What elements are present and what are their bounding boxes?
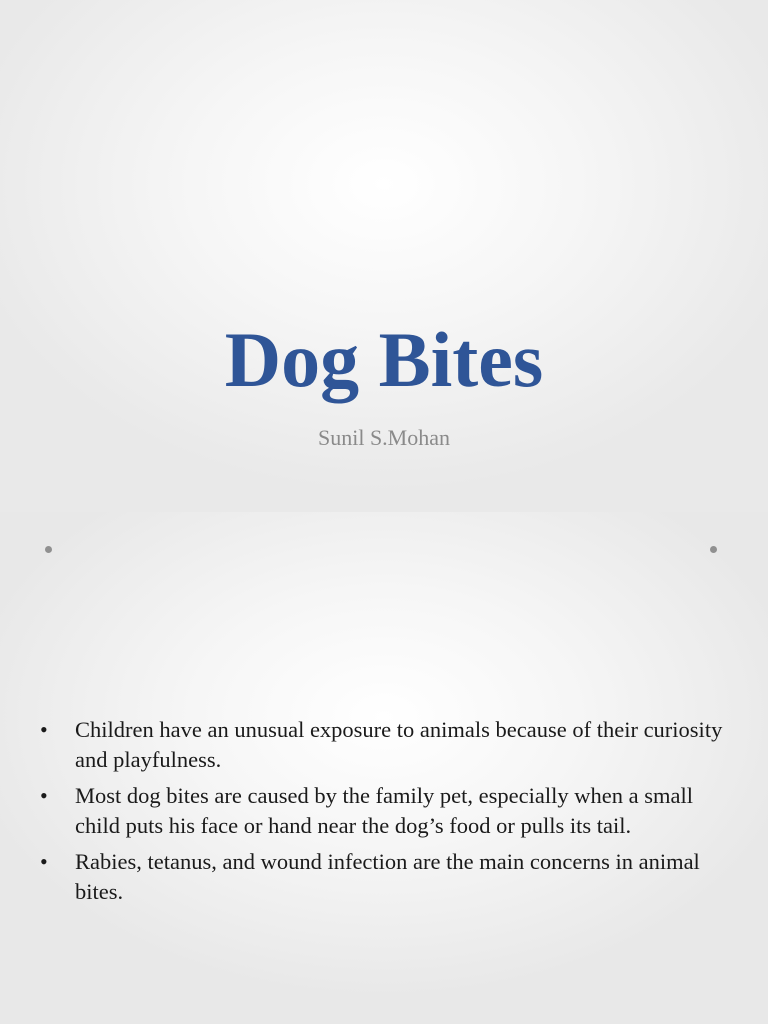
bullet-text: Rabies, tetanus, and wound infection are the main concerns in animal bites.: [75, 849, 700, 904]
bullet-dot-left-icon: [45, 546, 52, 553]
bullet-text: Children have an unusual exposure to animals because of their curiosity and playfulness.: [75, 717, 723, 772]
slide-subtitle: Sunil S.Mohan: [317, 425, 451, 450]
bullet-dot-right-icon: [710, 546, 717, 553]
bullet-list: [40, 715, 730, 913]
content-slide: [0, 512, 768, 1024]
list-item: [40, 847, 730, 907]
bullet-text: Most dog bites are caused by the family pet, especially when a small child puts his face or hand near the dog’s food or pulls its tail.: [75, 783, 693, 838]
bullet-icon: •: [40, 783, 48, 808]
list-item: [40, 781, 730, 841]
bullet-icon: •: [40, 849, 48, 874]
bullet-icon: •: [40, 717, 48, 742]
list-item: [40, 715, 730, 775]
slide-title: Dog Bites: [224, 316, 544, 403]
